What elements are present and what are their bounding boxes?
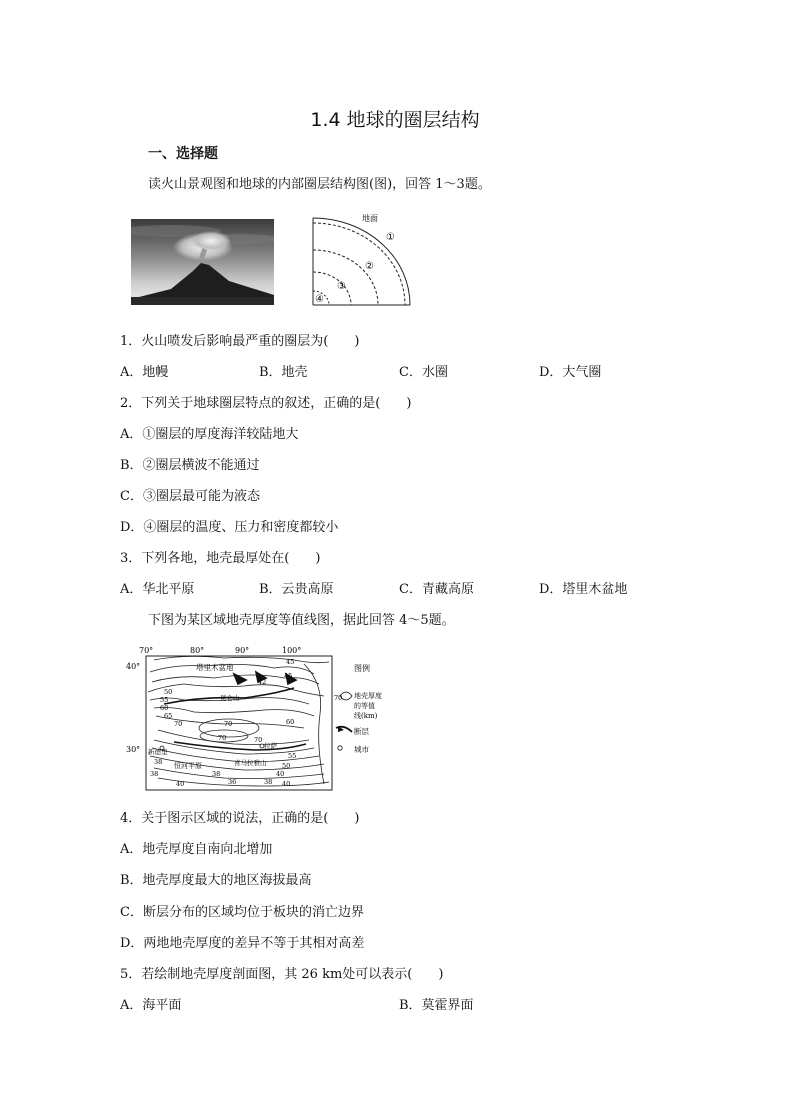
svg-text:70: 70 — [218, 734, 227, 742]
place-kunlun: 昆仑山 — [220, 694, 240, 702]
legend-contour-value: 70 — [334, 694, 343, 702]
lat-label-30: 30° — [126, 745, 141, 754]
svg-text:55: 55 — [288, 752, 297, 760]
question-3-stem: 3．下列各地，地壳最厚处在( ) — [120, 551, 321, 566]
page-title: 1.4 地球的圈层结构 — [310, 109, 480, 131]
svg-text:50: 50 — [164, 688, 173, 696]
legend-contour-desc-2: 的等值 — [354, 702, 375, 710]
legend-contour-desc-1: 地壳厚度 — [354, 692, 382, 700]
svg-text:70: 70 — [224, 720, 233, 728]
q3-option-c: C．青藏高原 — [399, 582, 474, 597]
svg-text:70: 70 — [254, 736, 263, 744]
layer-2-label: ② — [365, 261, 374, 272]
q1-option-c: C．水圈 — [399, 365, 448, 380]
earth-interior-diagram — [310, 212, 414, 308]
intro-text-2: 下图为某区域地壳厚度等值线图，据此回答 4～5题。 — [148, 613, 455, 628]
svg-text:38: 38 — [150, 770, 159, 778]
q2-option-b: B．②圈层横波不能通过 — [120, 458, 260, 473]
section-heading: 一、选择题 — [148, 146, 218, 162]
question-2-stem: 2．下列关于地球圈层特点的叙述，正确的是( ) — [120, 396, 412, 411]
svg-text:45: 45 — [286, 658, 295, 666]
svg-text:36: 36 — [228, 778, 237, 786]
q2-option-a: A．①圈层的厚度海洋较陆地大 — [120, 427, 299, 442]
place-lhasa: 拉萨 — [264, 742, 277, 750]
lon-label-80: 80° — [190, 646, 205, 655]
q2-option-d: D．④圈层的温度、压力和密度都较小 — [120, 520, 339, 535]
q1-option-d: D．大气圈 — [539, 365, 602, 380]
legend-city: 城市 — [354, 745, 369, 754]
legend-title: 图例 — [354, 664, 370, 673]
question-1-stem: 1．火山喷发后影响最严重的圈层为( ) — [120, 334, 360, 349]
lon-label-100: 100° — [282, 646, 302, 655]
q3-option-b: B．云贵高原 — [259, 582, 334, 597]
q3-option-d: D．塔里木盆地 — [539, 582, 628, 597]
lat-label-40: 40° — [126, 662, 141, 671]
legend-contour-desc-3: 线(km) — [354, 712, 378, 720]
lon-label-70: 70° — [139, 646, 154, 655]
q5-option-a: A．海平面 — [120, 998, 182, 1013]
place-newdelhi: 新德里 — [148, 748, 168, 756]
place-ganges: 恒河平原 — [174, 762, 202, 770]
svg-text:60: 60 — [160, 704, 169, 712]
lon-label-90: 90° — [235, 646, 250, 655]
svg-text:70: 70 — [174, 720, 183, 728]
svg-text:50: 50 — [282, 762, 291, 770]
volcano-photo — [131, 219, 274, 305]
q4-option-b: B．地壳厚度最大的地区海拔最高 — [120, 873, 312, 888]
layer-3-label: ③ — [337, 281, 346, 292]
q4-option-a: A．地壳厚度自南向北增加 — [120, 842, 273, 857]
svg-text:55: 55 — [160, 696, 169, 704]
q5-option-b: B．莫霍界面 — [399, 998, 474, 1013]
place-tarim: 塔里木盆地 — [196, 663, 234, 672]
q3-option-a: A．华北平原 — [120, 582, 195, 597]
q1-option-a: A．地幔 — [120, 365, 169, 380]
place-himalaya: 喜马拉雅山 — [234, 759, 267, 767]
svg-text:42: 42 — [258, 678, 267, 686]
svg-text:40: 40 — [176, 780, 185, 788]
svg-text:38: 38 — [264, 778, 273, 786]
question-4-stem: 4．关于图示区域的说法，正确的是( ) — [120, 811, 360, 826]
layer-1-label: ① — [386, 232, 395, 243]
svg-text:40: 40 — [282, 780, 291, 788]
svg-text:38: 38 — [212, 770, 221, 778]
q4-option-d: D．两地地壳厚度的差异不等于其相对高差 — [120, 936, 365, 951]
svg-text:45: 45 — [284, 672, 293, 680]
crust-thickness-map — [124, 644, 404, 794]
surface-label: 地面 — [362, 214, 378, 223]
map-legend — [334, 663, 382, 754]
q2-option-c: C．③圈层最可能为液态 — [120, 489, 260, 504]
layer-4-label: ④ — [315, 294, 324, 305]
legend-fault: 断层 — [354, 727, 369, 736]
svg-text:60: 60 — [286, 718, 295, 726]
svg-text:65: 65 — [164, 712, 173, 720]
q1-option-b: B．地壳 — [259, 365, 308, 380]
q4-option-c: C．断层分布的区域均位于板块的消亡边界 — [120, 905, 364, 920]
question-5-stem: 5．若绘制地壳厚度剖面图，其 26 km处可以表示( ) — [120, 967, 444, 982]
svg-text:40: 40 — [276, 770, 285, 778]
svg-text:38: 38 — [154, 758, 163, 766]
intro-text-1: 读火山景观图和地球的内部圈层结构图(图)，回答 1～3题。 — [148, 177, 491, 192]
